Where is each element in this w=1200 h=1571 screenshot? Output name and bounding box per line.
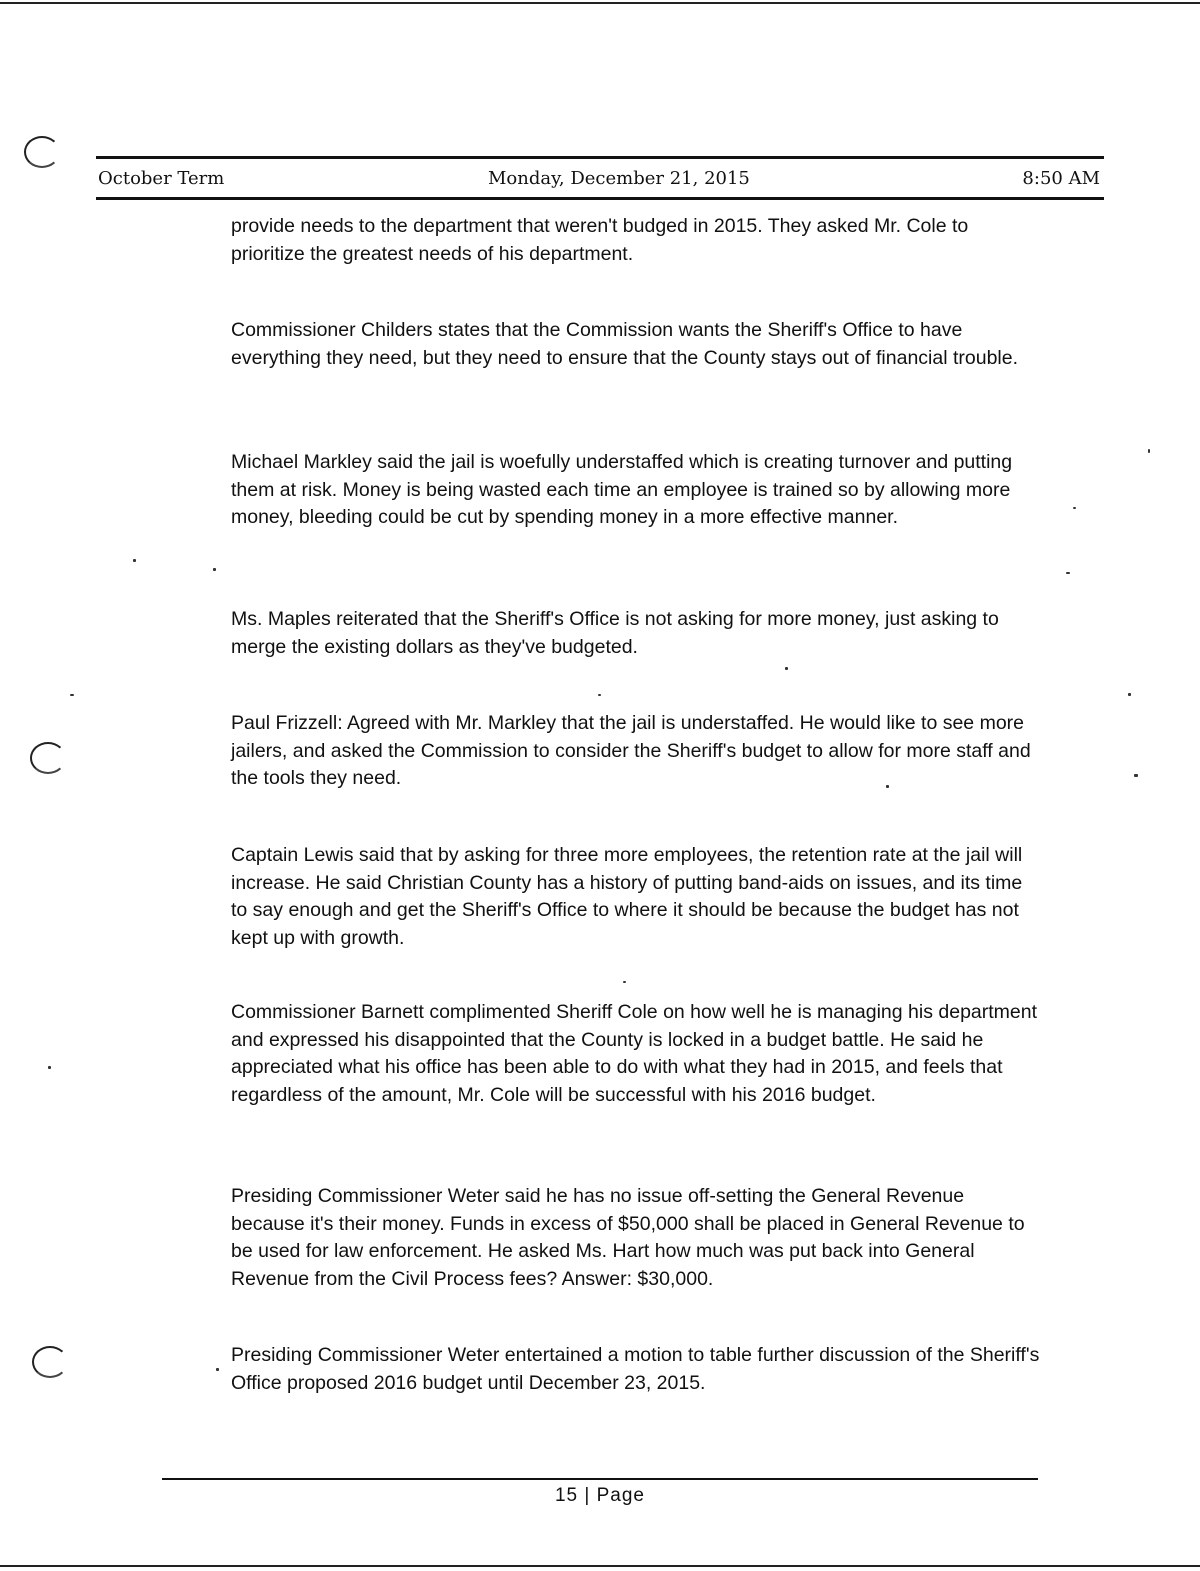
paragraph: Paul Frizzell: Agreed with Mr. Markley that the jail is understaffed. He would like to see more jailers, and asked the Commission to consider the Sheriff's budget to allow for more staff and the tools they need.	[231, 712, 1031, 789]
header-time: 8:50 AM	[1022, 168, 1100, 189]
paragraph: Michael Markley said the jail is woefully understaffed which is creating turnover and putting them at risk. Money is being wasted each time an employee is trained so by allowing more money, bleeding could be cut by spending money in a more effective manner.	[231, 451, 1013, 528]
paragraph: provide needs to the department that weren't budged in 2015. They asked Mr. Cole to prioritize the greatest needs of his department.	[231, 215, 969, 265]
paragraph: Captain Lewis said that by asking for three more employees, the retention rate at the jail will increase. He said Christian County has a history of putting band-aids on issues, and its time to say enough and get the Sheriff's Office to where it should be because the budget has not kept up with growth.	[231, 844, 1023, 949]
page-number: 15 | Page	[554, 1485, 645, 1506]
footer-rule	[162, 1478, 1038, 1480]
scan-speck	[1073, 507, 1076, 509]
scan-speck	[598, 694, 601, 696]
paragraph: Presiding Commissioner Weter entertained a motion to table further discussion of the Sheriff's Office proposed 2016 budget until December 23, 2015.	[231, 1344, 1040, 1394]
scan-speck	[1128, 693, 1131, 696]
scan-speck	[1066, 572, 1070, 574]
scan-speck	[133, 559, 136, 562]
scan-speck	[216, 1368, 219, 1371]
header-rule-bottom	[96, 197, 1104, 200]
punch-hole-top	[24, 136, 60, 168]
scan-speck	[1134, 774, 1138, 777]
paragraph: Ms. Maples reiterated that the Sheriff's Office is not asking for more money, just asking to merge the existing dollars as they've budgeted.	[231, 608, 999, 658]
paragraph: Presiding Commissioner Weter said he has no issue off-setting the General Revenue because it's their money. Funds in excess of $50,000 shall be placed in General Revenue to be used for law enforcement. He asked Ms. Hart how much was put back into General Revenue from the Civil Process fees? Answer: $30,000.	[231, 1185, 1025, 1290]
header-date: Monday, December 21, 2015	[488, 168, 750, 189]
scan-speck	[48, 1066, 51, 1069]
scan-speck	[886, 785, 889, 788]
scan-speck	[1148, 449, 1150, 453]
scan-bottom-edge	[0, 1565, 1200, 1567]
paragraph: Commissioner Childers states that the Commission wants the Sheriff's Office to have everything they need, but they need to ensure that the County stays out of financial trouble.	[231, 319, 1019, 369]
scan-speck	[70, 694, 74, 696]
punch-hole-lower	[32, 1346, 68, 1378]
header-term: October Term	[98, 168, 225, 189]
paragraph: Commissioner Barnett complimented Sheriff Cole on how well he is managing his department and expressed his disappointed that the County is locked in a budget battle. He said he appreciated what his office has been able to do with what they had in 2015, and feels that regardless of the amount, Mr. Cole will be successful with his 2016 budget.	[231, 1001, 1038, 1106]
scan-speck	[623, 981, 626, 983]
scan-top-edge	[0, 2, 1200, 4]
scan-speck	[785, 667, 788, 670]
punch-hole-middle	[30, 742, 66, 774]
header-rule-top	[96, 156, 1104, 159]
scan-speck	[213, 568, 216, 571]
